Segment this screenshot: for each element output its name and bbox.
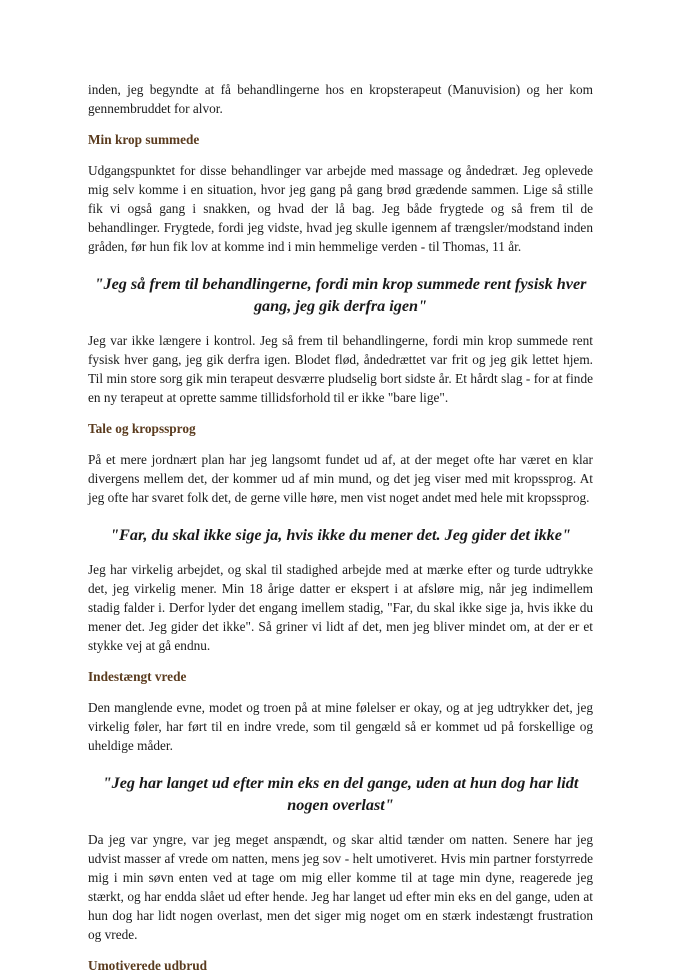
pull-quote-2: "Far, du skal ikke sige ja, hvis ikke du mener det. Jeg gider det ikke" <box>110 526 571 544</box>
paragraph-kontrol: Jeg var ikke længere i kontrol. Jeg så frem til behandlingerne, fordi min krop summede rent fysisk hver gang, jeg gik derfra igen. Blodet flød, åndedrættet var frit og jeg gik lettet hjem. Til min store sorg gik min terapeut desværre pludselig bort sidste år. Et hårdt slag - for at finde en ny terapeut at oprette samme tillidsforhold til er ikke "bare lige". <box>88 333 593 405</box>
paragraph-behandlinger: Udgangspunktet for disse behandlinger var arbejde med massage og åndedræt. Jeg oplevede mig selv komme i en situation, hvor jeg gang på gang brød grædende sammen. Lige så stille fik vi også gang i snakken, og hvad der lå bag. Jeg både frygtede og så frem til de behandlinger. Frygtede, fordi jeg vidste, hvad jeg skulle igennem af trængsler/modstand inden gråden, før hun fik lov at komme ind i min hemmelige verden - til Thomas, 11 år. <box>88 163 593 254</box>
paragraph-intro: inden, jeg begyndte at få behandlingerne hos en kropsterapeut (Manuvision) og her kom gennembruddet for alvor. <box>88 82 593 116</box>
section-heading-umotiverede-udbrud: Umotiverede udbrud <box>88 958 208 973</box>
section-heading-indestaengt-vrede: Indestængt vrede <box>88 669 187 684</box>
pull-quote-3: "Jeg har langet ud efter min eks en del gange, uden at hun dog har lidt nogen overlast" <box>102 774 579 814</box>
document-page <box>88 80 593 975</box>
pull-quote-1: "Jeg så frem til behandlingerne, fordi min krop summede rent fysisk hver gang, jeg gik derfra igen" <box>94 275 587 315</box>
section-heading-tale-og-kropssprog: Tale og kropssprog <box>88 421 196 436</box>
paragraph-jordnaert: På et mere jordnært plan har jeg langsomt fundet ud af, at der meget ofte har været en klar divergens mellem det, der kommer ud af min mund, og det jeg viser med mit kropssprog. At jeg ofte har svaret folk det, de gerne ville høre, men vist noget andet med hele mit kropssprog. <box>88 452 593 505</box>
paragraph-yngre: Da jeg var yngre, var jeg meget anspændt, og skar altid tænder om natten. Senere har jeg udvist masser af vrede om natten, mens jeg sov - helt umotiveret. Hvis min partner forstyrrede mig i min søvn enten ved at tage om mig eller komme til at tage min dyne, reagerede jeg stærkt, og har endda slået ud efter hende. Jeg har langet ud efter min eks en del gange, uden at hun dog har lidt nogen overlast, men det siger mig noget om en stærk indestængt frustration og vrede. <box>88 832 593 942</box>
section-heading-min-krop-summede: Min krop summede <box>88 132 200 147</box>
paragraph-manglende-evne: Den manglende evne, modet og troen på at mine følelser er okay, og at jeg udtrykker det, jeg virkelig føler, har ført til en indre vrede, som til gengæld så er kommet ud på forskellige og uheldige måder. <box>88 700 593 753</box>
paragraph-datter: Jeg har virkelig arbejdet, og skal til stadighed arbejde med at mærke efter og turde udtrykke det, jeg virkelig mener. Min 18 årige datter er ekspert i at afsløre mig, når jeg indimellem stadig falder i. Derfor lyder det engang imellem stadig, "Far, du skal ikke sige ja, hvis ikke du mener det. Jeg gider det ikke". Så griner vi lidt af det, men jeg bliver mindet om, at der er et stykke vej at gå endnu. <box>88 562 593 653</box>
